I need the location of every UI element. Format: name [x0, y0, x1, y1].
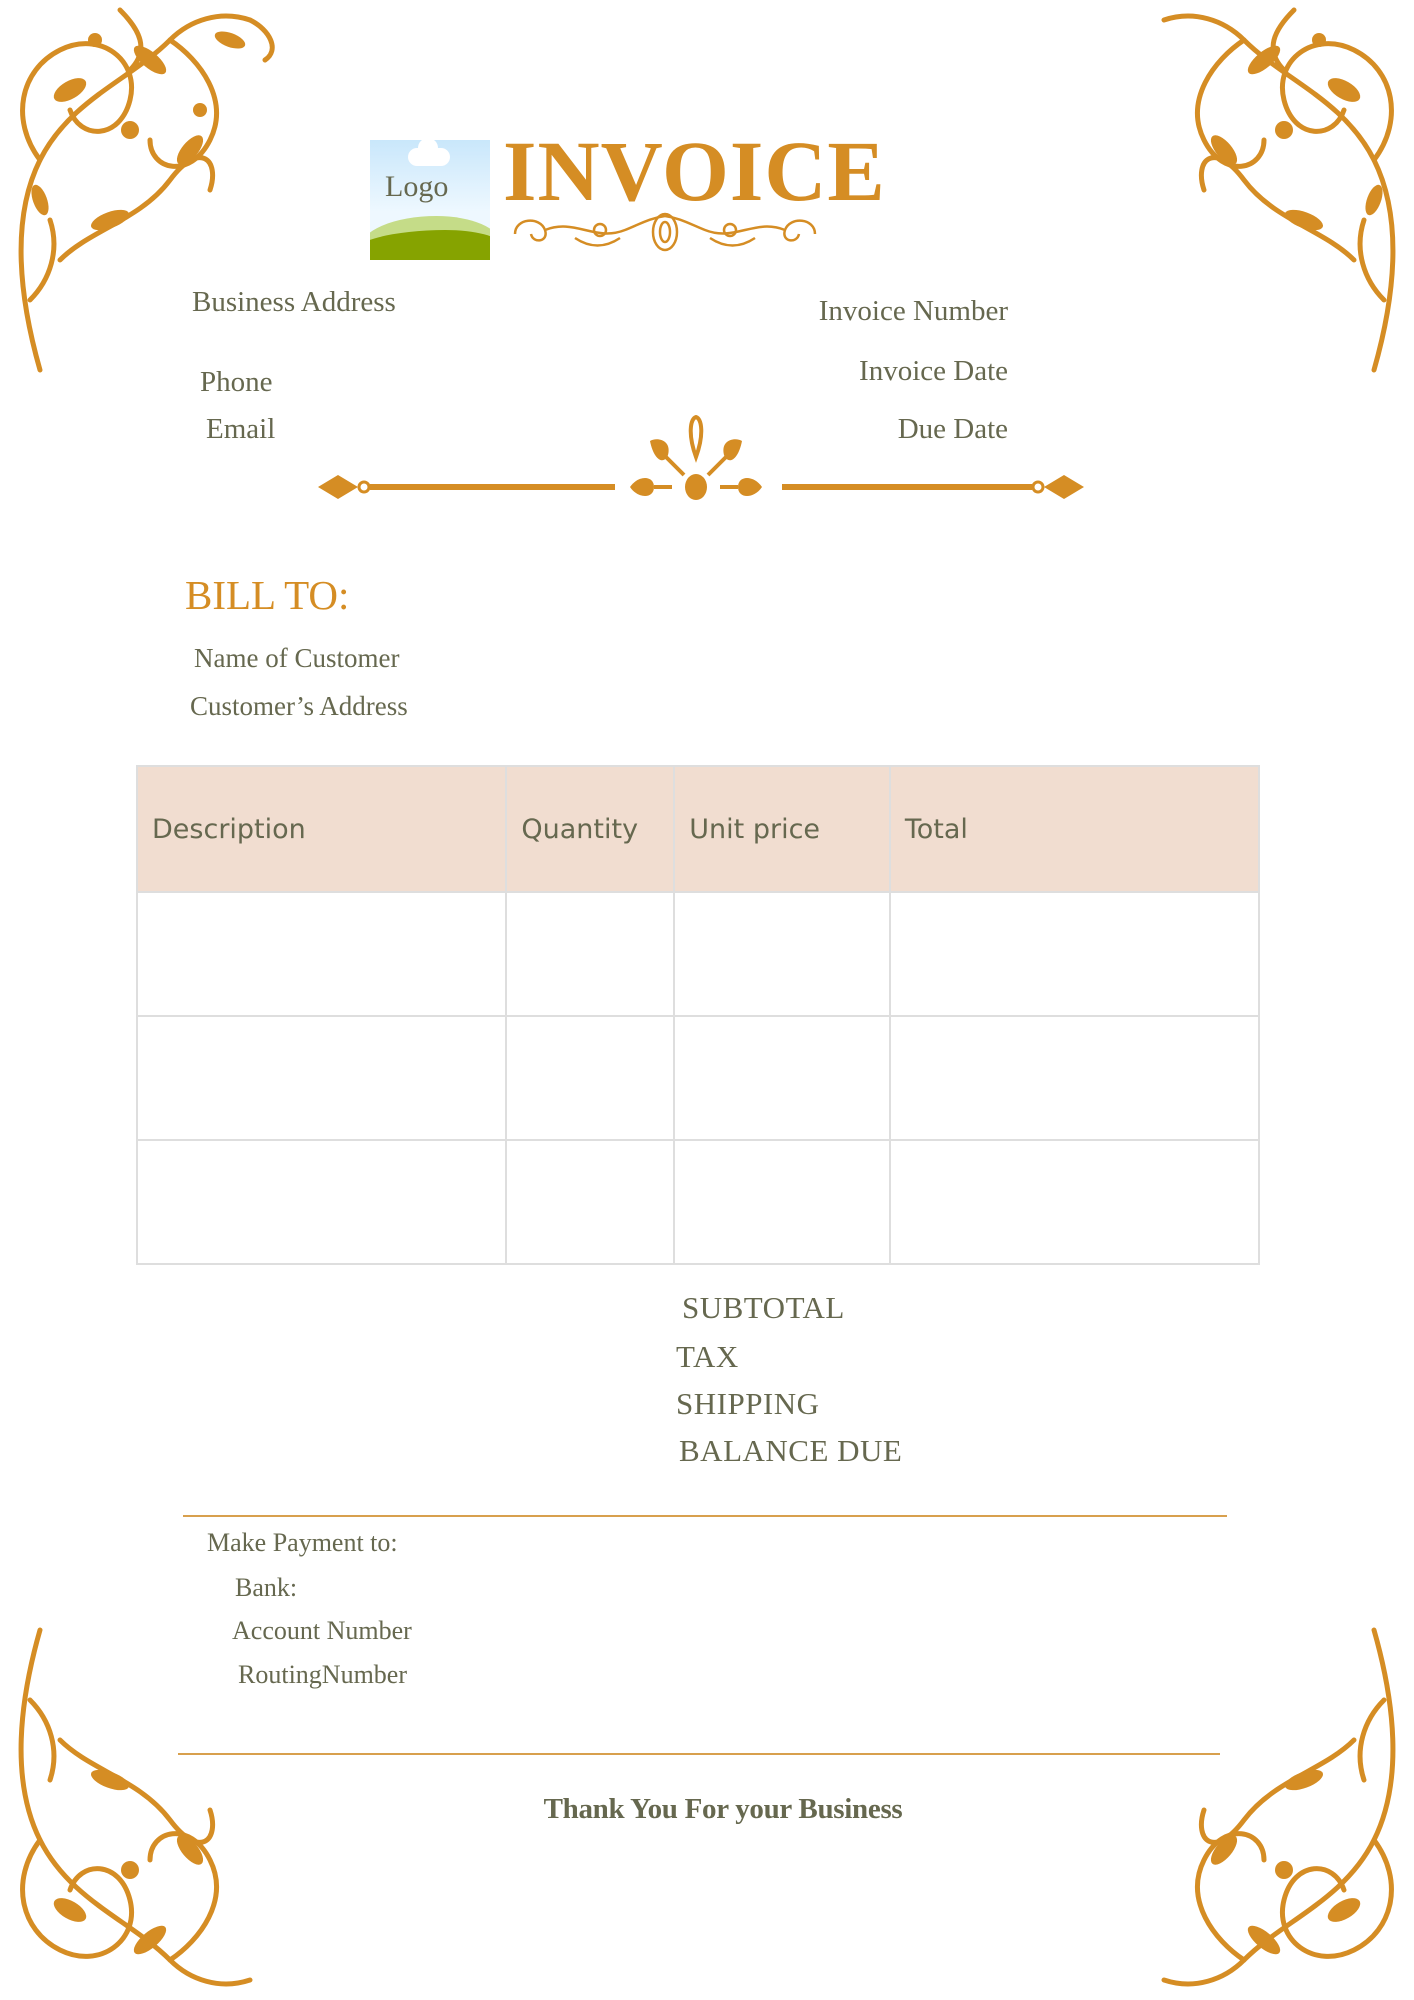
cell-unit-price[interactable]	[674, 1016, 890, 1140]
cell-quantity[interactable]	[506, 1140, 674, 1264]
cell-total[interactable]	[890, 1140, 1259, 1264]
invoice-title: INVOICE	[503, 123, 886, 219]
account-number-label: Account Number	[232, 1616, 412, 1645]
business-phone: Phone	[200, 366, 273, 398]
bill-to-heading: BILL TO:	[185, 572, 350, 618]
column-header-quantity: Quantity	[506, 766, 674, 892]
logo-placeholder[interactable]	[370, 140, 490, 260]
footer-rule	[178, 1753, 1220, 1755]
floral-corner-ornament-icon	[1114, 0, 1414, 380]
cell-quantity[interactable]	[506, 1016, 674, 1140]
due-date: Due Date	[897, 413, 1008, 445]
cell-description[interactable]	[137, 892, 506, 1016]
cell-unit-price[interactable]	[674, 892, 890, 1016]
balance-due-label: BALANCE DUE	[679, 1433, 903, 1468]
subtotal-label: SUBTOTAL	[682, 1290, 845, 1325]
column-header-description: Description	[137, 766, 506, 892]
hill-shape	[370, 230, 490, 260]
payment-heading: Make Payment to:	[207, 1528, 398, 1557]
table-row	[137, 892, 1259, 1016]
table-row	[137, 1016, 1259, 1140]
cell-description[interactable]	[137, 1140, 506, 1264]
cell-total[interactable]	[890, 1016, 1259, 1140]
shipping-label: SHIPPING	[676, 1386, 820, 1421]
cell-unit-price[interactable]	[674, 1140, 890, 1264]
routing-number-label: RoutingNumber	[238, 1660, 407, 1689]
customer-name: Name of Customer	[194, 643, 400, 673]
customer-address: Customer’s Address	[190, 691, 408, 721]
tax-label: TAX	[676, 1339, 739, 1374]
logo-label: Logo	[385, 170, 449, 203]
cell-description[interactable]	[137, 1016, 506, 1140]
cell-total[interactable]	[890, 892, 1259, 1016]
column-header-unit-price: Unit price	[674, 766, 890, 892]
bank-label: Bank:	[235, 1573, 298, 1602]
thank-you-message: Thank You For your Business	[543, 1793, 903, 1825]
business-address: Business Address	[192, 286, 396, 318]
invoice-number: Invoice Number	[818, 295, 1008, 327]
section-rule	[183, 1515, 1227, 1517]
cloud-icon	[408, 148, 450, 166]
invoice-date: Invoice Date	[859, 355, 1008, 387]
table-header-row	[137, 766, 1259, 892]
scroll-flourish-icon	[505, 208, 825, 252]
cell-quantity[interactable]	[506, 892, 674, 1016]
floral-corner-ornament-icon	[0, 0, 300, 380]
column-header-total: Total	[890, 766, 1259, 892]
line-items-table	[136, 765, 1260, 1265]
ornamental-divider-icon	[318, 415, 1098, 505]
business-email: Email	[206, 413, 276, 445]
table-row	[137, 1140, 1259, 1264]
